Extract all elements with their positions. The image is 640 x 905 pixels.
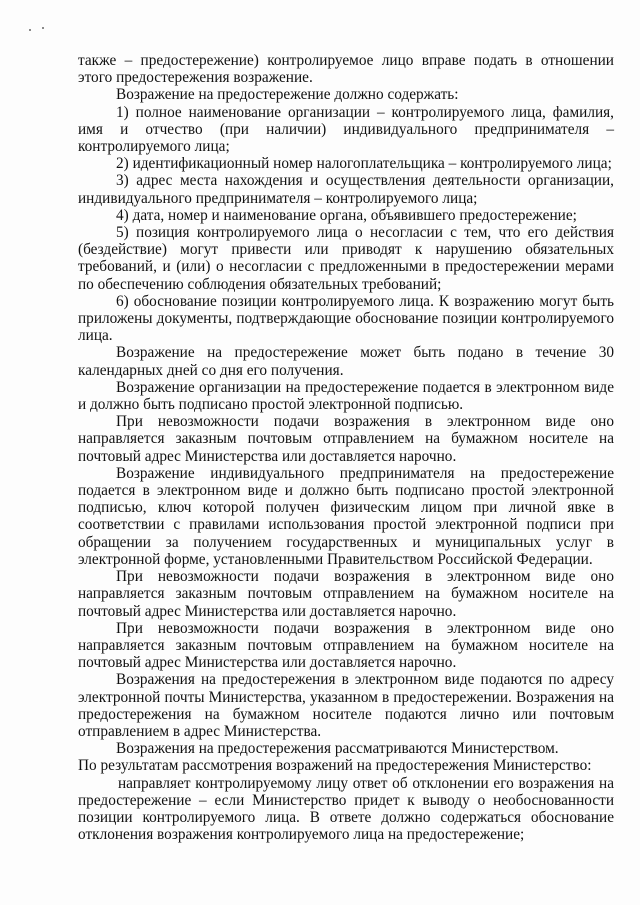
paragraph: Возражения на предостережения рассматриваются Министерством. bbox=[116, 740, 559, 758]
paragraph: направляет контролируемому лицу ответ об отклонении его возражения на предостережение – если Министерство придет к выводу о необоснованности позиции контролируемого лица. В ответе должно содержаться обоснование отклонения возражения контролируемого лица на предостережение; bbox=[78, 774, 614, 844]
paragraph: 4) дата, номер и наименование органа, объявившего предостережение; bbox=[116, 206, 577, 224]
paragraph: 3) адрес места нахождения и осуществления деятельности организации, индивидуального предпринимателя – контролируемого лица; bbox=[78, 172, 614, 207]
paragraph: 2) идентификационный номер налогоплательщика – контролируемого лица; bbox=[116, 155, 612, 173]
paragraph: 6) обоснование позиции контролируемого лица. К возражению могут быть приложены документы, подтверждающие обоснование позиции контролируемого лица. bbox=[78, 292, 614, 345]
paragraph: 1) полное наименование организации – контролируемого лица, фамилия, имя и отчество (при наличии) индивидуального предпринимателя – контролируемого лица; bbox=[78, 103, 614, 156]
paragraph: Возражение организации на предостережение подается в электронном виде и должно быть подписано простой электронной подписью. bbox=[78, 378, 614, 414]
document-body bbox=[78, 52, 614, 843]
paragraph: Возражение на предостережение может быть подано в течение 30 календарных дней со дня его получения. bbox=[78, 344, 614, 379]
paragraph: Возражение на предостережение должно содержать: bbox=[116, 86, 459, 104]
paragraph: При невозможности подачи возражения в электронном виде оно направляется заказным почтовым отправлением на бумажном носителе на почтовый адрес Министерства или доставляется нарочно. bbox=[78, 568, 614, 620]
paragraph: При невозможности подачи возражения в электронном виде оно направляется заказным почтовым отправлением на бумажном носителе на почтовый адрес Министерства или доставляется нарочно. bbox=[78, 413, 614, 465]
scan-speck bbox=[29, 29, 31, 31]
scan-speck bbox=[42, 27, 44, 29]
paragraph: также – предостережение) контролируемое лицо вправе подать в отношении этого предостережения возражение. bbox=[78, 52, 614, 87]
paragraph: Возражение индивидуального предпринимателя на предостережение подается в электронном виде и должно быть подписано простой электронной подписью, ключ которой получен физическим лицом при личной явке в соответствии с правилами использования простой электронной подписи при обращении за получением государственных и муниципальных услуг в электронной форме, установленными Правительством Российской Федерации. bbox=[78, 464, 614, 568]
paragraph: Возражения на предостережения в электронном виде подаются по адресу электронной почты Министерства, указанном в предостережении. Возражения на предостережения на бумажном носителе подаются лично или почтовым отправлением в адрес Министерства. bbox=[78, 671, 614, 740]
paragraph: 5) позиция контролируемого лица о несогласии с тем, что его действия (бездействие) могут привести или приводят к нарушению обязательных требований, и (или) о несогласии с предложенными в предостережении мерами по обеспечению соблюдения обязательных требований; bbox=[78, 224, 614, 293]
paragraph: При невозможности подачи возражения в электронном виде оно направляется заказным почтовым отправлением на бумажном носителе на почтовый адрес Министерства или доставляется нарочно. bbox=[78, 619, 614, 672]
paragraph: По результатам рассмотрения возражений на предостережения Министерство: bbox=[78, 757, 592, 775]
